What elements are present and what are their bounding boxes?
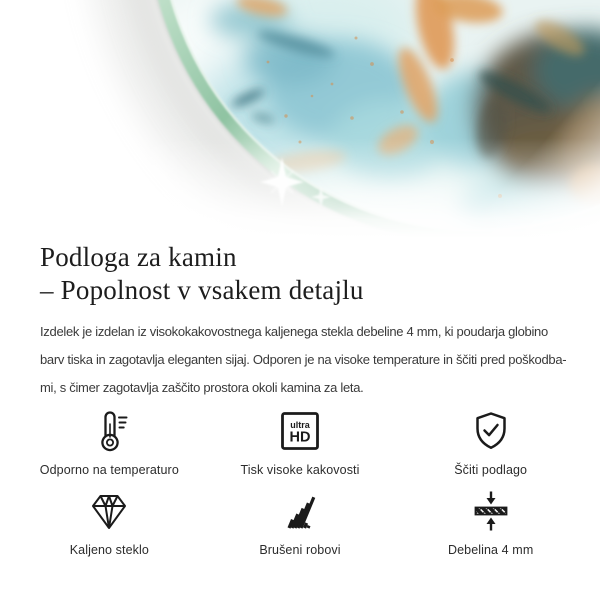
feature-label: Tisk visoke kakovosti [240,463,360,477]
polished-edges-icon [276,486,324,536]
thickness-icon [467,486,515,536]
ultra-hd-icon [276,406,324,456]
description-line: barv tiska in zagotavlja eleganten sijaj. Odporen je na visoke temperature in ščiti pred poškodba- [40,352,567,367]
product-description [40,318,567,402]
feature-label: Kaljeno steklo [69,543,149,557]
feature-label: Ščiti podlago [454,463,528,477]
description-line: mi, s čimer zagotavlja zaščito prostora okoli kamina za leta. [40,380,364,395]
thermometer-icon [85,406,133,456]
shield-check-icon [467,406,515,456]
feature-label: Brušeni robovi [259,543,341,557]
diamond-icon [85,486,133,536]
title-line-1: Podloga za kamin [40,242,237,272]
hd-text: HD [289,429,311,446]
feature-item-temperature [14,406,205,478]
feature-item-thickness [395,486,586,558]
glass-panel-photo [0,0,600,238]
feature-label: Odporno na temperaturo [39,463,179,477]
feature-item-tempered-glass [14,486,205,558]
description-line: Izdelek je izdelan iz visokokakovostnega kaljenega stekla debeline 4 mm, ki poudarja globino [40,324,548,339]
feature-item-protects [395,406,586,478]
ultra-text: ultra [290,420,310,430]
feature-item-print-quality [205,406,396,478]
feature-label: Debelina 4 mm [447,543,534,557]
features-grid [14,406,586,558]
feature-item-polished-edges [205,486,396,558]
title-line-2: – Popolnost v vsakem detajlu [40,275,364,305]
corner-fade [0,0,600,238]
page-title [40,241,560,307]
product-image [0,0,600,238]
